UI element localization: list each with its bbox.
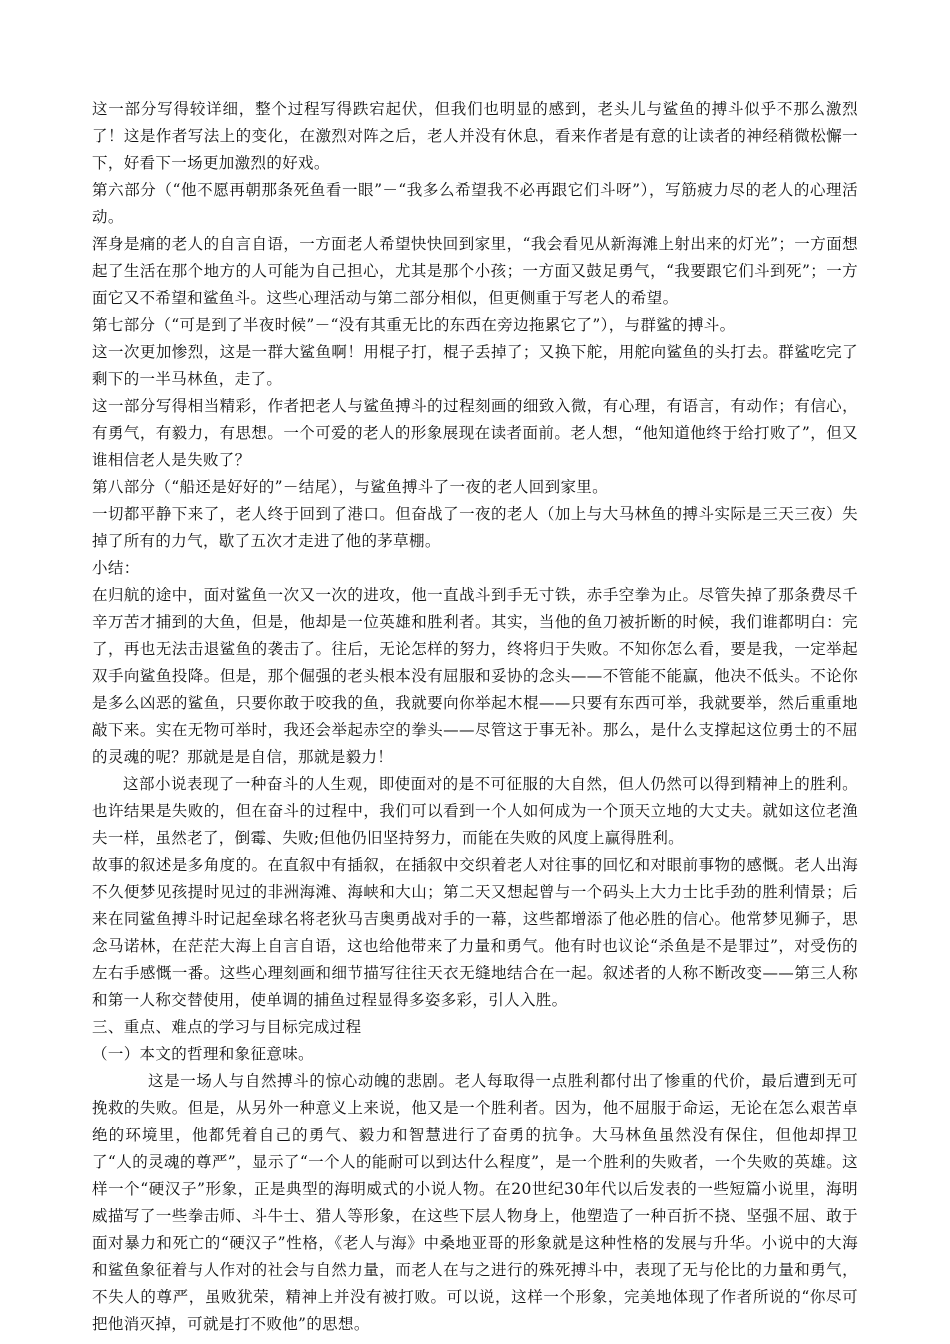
paragraph-part7-body: 这一次更加惨烈，这是一群大鲨鱼啊！用棍子打，棍子丢掉了；又换下舵，用舵向鲨鱼的头打去。群鲨吃完了剩下的一半马林鱼，走了。	[92, 343, 858, 388]
section-heading-key-points: 三、重点、难点的学习与目标完成过程	[92, 1018, 362, 1036]
paragraph-summary-label: 小结：	[92, 559, 140, 577]
subsection-heading-philosophy: （一）本文的哲理和象征意味。	[92, 1045, 314, 1063]
paragraph-part6-body: 浑身是痛的老人的自言自语，一方面老人希望快快回到家里，“我会看见从新海滩上射出来的灯光”；一方面想起了生活在那个地方的人可能为自己担心，尤其是那个小孩；一方面又鼓足勇气，“我要跟它们斗到死”；一方面它又不希望和鲨鱼斗。这些心理活动与第二部分相似，但更侧重于写老人的希望。	[92, 235, 858, 307]
paragraph-part7-heading: 第七部分（“可是到了半夜时候”－“没有其重无比的东西在旁边拖累它了”），与群鲨的搏斗。	[92, 316, 736, 334]
paragraph-life-view: 这部小说表现了一种奋斗的人生观，即使面对的是不可征服的大自然，但人仍然可以得到精神上的胜利。也许结果是失败的，但在奋斗的过程中，我们可以看到一个人如何成为一个顶天立地的大丈夫。就如这位老渔夫一样，虽然老了，倒霉、失败;但他仍旧坚持努力，而能在失败的风度上赢得胜利。	[92, 775, 858, 847]
paragraph-part8-heading: 第八部分（“船还是好好的”－结尾），与鲨鱼搏斗了一夜的老人回到家里。	[92, 478, 609, 496]
paragraph-summary-body: 在归航的途中，面对鲨鱼一次又一次的进攻，他一直战斗到手无寸铁，赤手空拳为止。尽管失掉了那条费尽千辛万苦才捕到的大鱼，但是，他却是一位英雄和胜利者。其实，当他的鱼刀被折断的时候，我们谁都明白：完了，再也无法击退鲨鱼的袭击了。往后，无论怎样的努力，终将归于失败。不知你怎么看，要是我，一定举起双手向鲨鱼投降。但是，那个倔强的老头根本没有屈服和妥协的念头——不管能不能赢，他决不低头。不论你是多么凶恶的鲨鱼，只要你敢于咬我的鱼，我就要向你举起木棍——只要有东西可举，我就要举，然后重重地敲下来。实在无物可举时，我还会举起赤空的拳头——尽管这于事无补。那么，是什么支撑起这位勇士的不屈的灵魂的呢？那就是是自信，那就是毅力！	[92, 586, 858, 766]
document-page	[92, 96, 858, 1338]
paragraph-analysis-section5: 这一部分写得较详细，整个过程写得跌宕起伏，但我们也明显的感到，老头儿与鲨鱼的搏斗似乎不那么激烈了！这是作者写法上的变化，在激烈对阵之后，老人并没有休息，看来作者是有意的让读者的神经稍微松懈一下，好看下一场更加激烈的好戏。	[92, 100, 858, 172]
paragraph-tragedy-analysis: 这是一场人与自然搏斗的惊心动魄的悲剧。老人每取得一点胜利都付出了惨重的代价，最后遭到无可挽救的失败。但是，从另外一种意义上来说，他又是一个胜利者。因为，他不屈服于命运，无论在怎么艰苦卓绝的环境里，他都凭着自己的勇气、毅力和智慧进行了奋勇的抗争。大马林鱼虽然没有保住，但他却捍卫了“人的灵魂的尊严”，显示了“一个人的能耐可以到达什么程度”，是一个胜利的失败者，一个失败的英雄。这样一个“硬汉子”形象，正是典型的海明威式的小说人物。在20世纪30年代以后发表的一些短篇小说里，海明威描写了一些拳击师、斗牛士、猎人等形象，在这些下层人物身上，他塑造了一种百折不挠、坚强不屈、敢于面对暴力和死亡的“硬汉子”性格，《老人与海》中桑地亚哥的形象就是这种性格的发展与升华。小说中的大海和鲨鱼象征着与人作对的社会与自然力量，而老人在与之进行的殊死搏斗中，表现了无与伦比的力量和勇气，不失人的尊严，虽败犹荣，精神上并没有被打败。可以说，这样一个形象，完美地体现了作者所说的“你尽可把他消灭掉，可就是打不败他”的思想。	[92, 1072, 858, 1333]
paragraph-narrative-angles: 故事的叙述是多角度的。在直叙中有插叙，在插叙中交织着老人对往事的回忆和对眼前事物的感慨。老人出海不久便梦见孩提时见过的非洲海滩、海峡和大山；第二天又想起曾与一个码头上大力士比手劲的胜利情景；后来在同鲨鱼搏斗时记起垒球名将老狄马吉奥勇战对手的一幕，这些都增添了他必胜的信心。他常梦见狮子，思念马诺林，在茫茫大海上自言自语，这也给他带来了力量和勇气。他有时也议论“杀鱼是不是罪过”，对受伤的左右手感慨一番。这些心理刻画和细节描写往往天衣无缝地结合在一起。叙述者的人称不断改变——第三人称和第一人称交替使用，使单调的捕鱼过程显得多姿多彩，引人入胜。	[92, 856, 858, 1009]
paragraph-part6-heading: 第六部分（“他不愿再朝那条死鱼看一眼”－“我多么希望我不必再跟它们斗呀”），写筋疲力尽的老人的心理活动。	[92, 181, 858, 226]
paragraph-part8-body: 一切都平静下来了，老人终于回到了港口。但奋战了一夜的老人（加上与大马林鱼的搏斗实际是三天三夜）失掉了所有的力气，歇了五次才走进了他的茅草棚。	[92, 505, 858, 550]
paragraph-part7-analysis: 这一部分写得相当精彩，作者把老人与鲨鱼搏斗的过程刻画的细致入微，有心理，有语言，有动作；有信心，有勇气，有毅力，有思想。一个可爱的老人的形象展现在读者面前。老人想，“他知道他终于给打败了”，但又谁相信老人是失败了？	[92, 397, 858, 469]
